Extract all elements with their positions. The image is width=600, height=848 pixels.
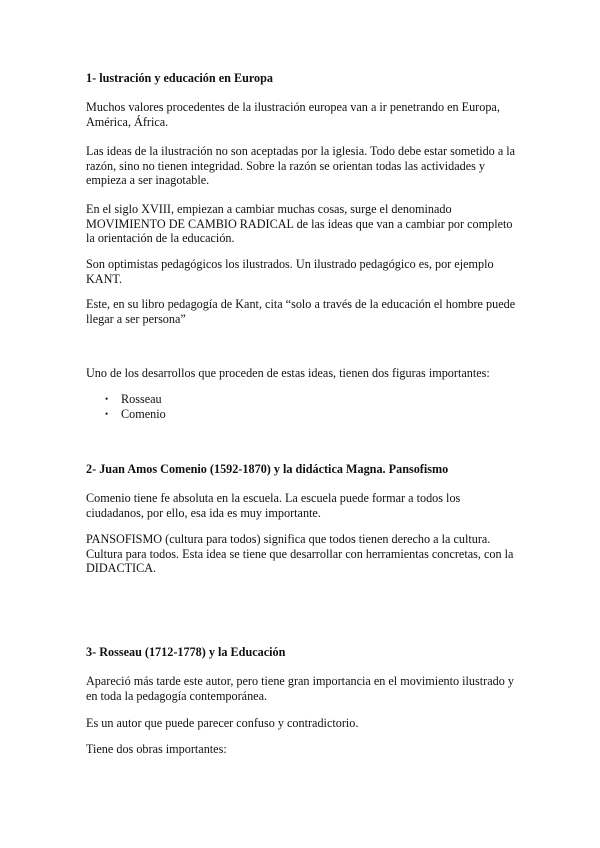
section-1-paragraph: Son optimistas pedagógicos los ilustrados. Un ilustrado pedagógico es, por ejemplo KANT. (86, 257, 494, 286)
section-3-paragraph: Apareció más tarde este autor, pero tiene gran importancia en el movimiento ilustrado y en toda la pedagogía contemporánea. (86, 674, 514, 703)
list-item-label: Comenio (121, 406, 166, 421)
section-1-paragraph: Muchos valores procedentes de la ilustración europea van a ir penetrando en Europa, América, África. (86, 100, 500, 129)
section-1-paragraph: Este, en su libro pedagogía de Kant, cita “solo a través de la educación el hombre puede llegar a ser persona” (86, 297, 516, 326)
section-1-paragraph: Las ideas de la ilustración no son aceptadas por la iglesia. Todo debe estar sometido a la razón, sino no tienen integridad. Sobre la razón se orientan todas las actividades y empieza a ser inagotable. (86, 144, 516, 187)
section-3-paragraph: Es un autor que puede parecer confuso y contradictorio. (86, 716, 359, 730)
section-2-paragraph: PANSOFISMO (cultura para todos) significa que todos tienen derecho a la cultura. Cultura para todos. Esta idea se tiene que desarrollar con herramientas concretas, con la DIDACTICA. (86, 532, 514, 575)
bullet-icon: • (105, 394, 109, 404)
section-1-heading: 1- lustración y educación en Europa (86, 71, 274, 85)
section-3-paragraph: Tiene dos obras importantes: (86, 742, 227, 756)
section-1-paragraph: En el siglo XVIII, empiezan a cambiar muchas cosas, surge el denominado MOVIMIENTO DE CAMBIO RADICAL de las ideas que van a cambiar por completo la orientación de la educación. (86, 202, 513, 245)
bullet-icon: • (105, 408, 109, 419)
list-item (86, 407, 518, 422)
important-figures-list (86, 392, 518, 421)
section-2-heading: 2- Juan Amos Comenio (1592-1870) y la didáctica Magna. Pansofismo (86, 462, 449, 476)
list-item (86, 392, 518, 407)
list-item-label: Rosseau (121, 392, 162, 406)
section-2-paragraph: Comenio tiene fe absoluta en la escuela. La escuela puede formar a todos los ciudadanos, por ello, esa ida es muy importante. (86, 491, 461, 520)
section-1-paragraph: Uno de los desarrollos que proceden de estas ideas, tienen dos figuras importantes: (86, 366, 490, 380)
section-3-heading: 3- Rosseau (1712-1778) y la Educación (86, 645, 286, 659)
